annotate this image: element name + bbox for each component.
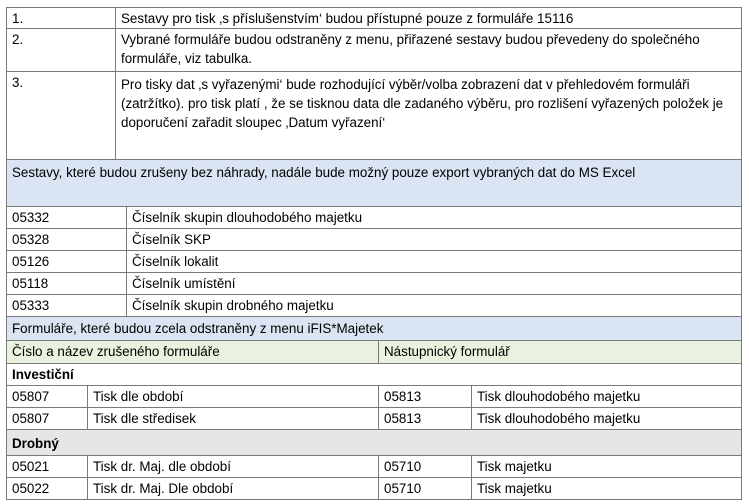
successor-code: 05710 — [378, 456, 471, 477]
form-name: Tisk dle období — [87, 386, 378, 407]
form-code: 05807 — [12, 411, 50, 426]
form-code: 05118 — [12, 276, 49, 291]
successor-name: Tisk majetku — [471, 478, 741, 499]
successor-code: 05813 — [378, 386, 471, 407]
form-code: 05021 — [12, 459, 50, 474]
successor-name: Tisk majetku — [471, 456, 741, 477]
table-row — [6, 478, 742, 500]
note-number: 1. — [12, 11, 24, 26]
form-name: Tisk dr. Maj. dle období — [87, 456, 378, 477]
section-header-removed-forms — [6, 317, 742, 341]
form-code: 05328 — [12, 232, 50, 247]
successor-code: 05813 — [378, 408, 471, 429]
table-row — [6, 229, 742, 251]
section-title: Formuláře, které budou zcela odstraněny z menu iFIS*Majetek — [12, 321, 384, 336]
table-row — [6, 273, 742, 295]
group-header-row — [6, 364, 742, 386]
col-header-removed-form: Číslo a název zrušeného formuláře — [12, 344, 220, 359]
table-row — [6, 295, 742, 317]
successor-name: Tisk dlouhodobého majetku — [471, 408, 741, 429]
note-text: Vybrané formuláře budou odstraněny z menu, přiřazené sestavy budou převedeny do společného formuláře, viz tabulka. — [115, 29, 741, 71]
successor-code: 05710 — [378, 478, 471, 499]
form-name: Číselník lokalit — [126, 251, 741, 272]
form-name: Číselník SKP — [126, 229, 741, 250]
form-code: 05126 — [12, 254, 50, 269]
table-row — [6, 251, 742, 273]
form-name: Tisk dr. Maj. Dle období — [87, 478, 378, 499]
column-header-row — [6, 341, 742, 364]
document-table — [6, 7, 742, 501]
form-code: 05333 — [12, 298, 50, 313]
group-name: Investiční — [12, 367, 74, 382]
group-name: Drobný — [12, 436, 59, 451]
note-text: Sestavy pro tisk ‚s příslušenstvím‘ budou přístupné pouze z formuláře 15116 — [115, 8, 741, 28]
note-row — [6, 7, 742, 29]
form-code: 05022 — [12, 481, 50, 496]
table-row — [6, 207, 742, 229]
table-row — [6, 408, 742, 430]
form-name: Číselník skupin dlouhodobého majetku — [126, 207, 741, 228]
group-header-row — [6, 430, 742, 456]
section-title: Sestavy, které budou zrušeny bez náhrady, nadále bude možný pouze export vybraných dat do MS Excel — [12, 165, 636, 180]
note-number: 3. — [12, 75, 24, 90]
section-header-removed-reports — [6, 160, 742, 207]
note-row — [6, 72, 742, 160]
successor-name: Tisk dlouhodobého majetku — [471, 386, 741, 407]
table-row — [6, 456, 742, 478]
form-name: Číselník skupin drobného majetku — [126, 295, 741, 316]
note-row — [6, 29, 742, 72]
col-header-successor-form: Nástupnický formulář — [378, 341, 741, 363]
note-number: 2. — [12, 32, 24, 47]
table-row — [6, 386, 742, 408]
form-name: Tisk dle středisek — [87, 408, 378, 429]
form-name: Číselník umístění — [126, 273, 741, 294]
note-text: Pro tisky dat ‚s vyřazenými‘ bude rozhodující výběr/volba zobrazení dat v přehledovém formuláři (zatržítko). pro tisk platí , že se tisknou data dle zadaného výběru, pro rozlišení vyřazených položek je doporučení zařadit sloupec ‚Datum vyřazení‘ — [115, 72, 741, 159]
form-code: 05332 — [12, 210, 50, 225]
form-code: 05807 — [12, 389, 50, 404]
